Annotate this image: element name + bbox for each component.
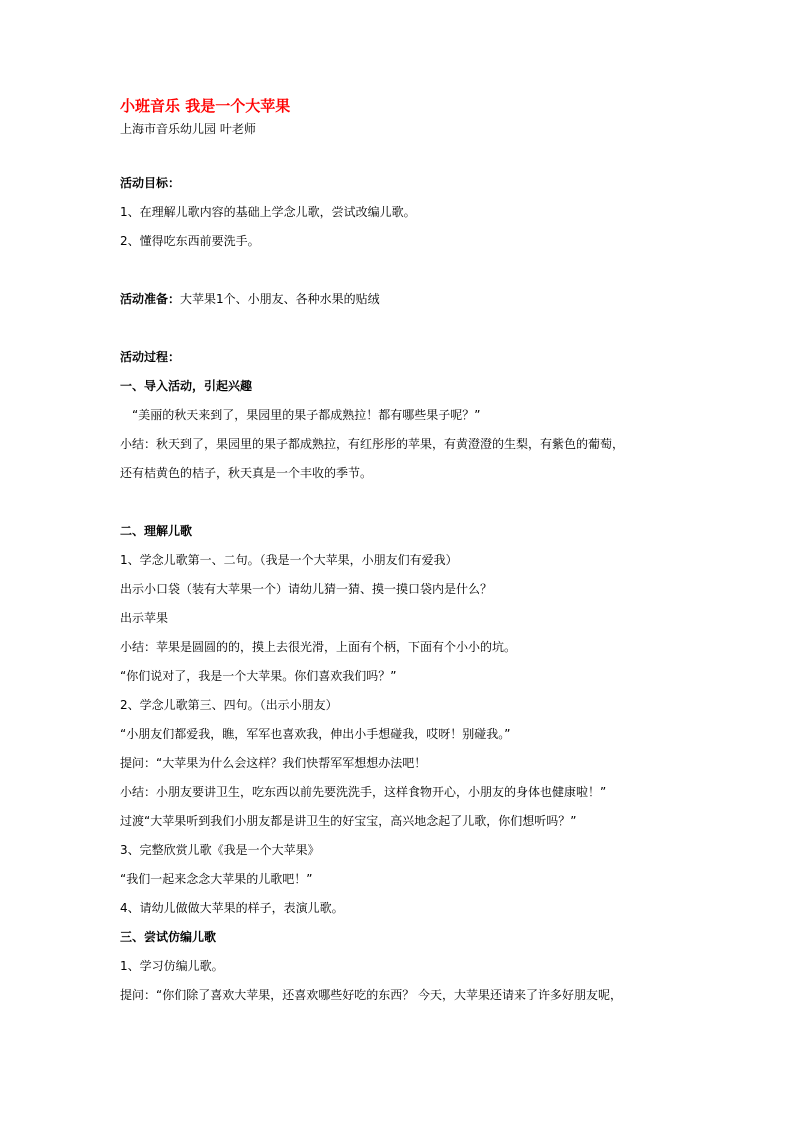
document-page [120,96,680,1010]
section2-line: 出示小口袋（装有大苹果一个）请幼儿猜一猜、摸一摸口袋内是什么？ [120,582,493,596]
section2-line: 3、完整欣赏儿歌《我是一个大苹果》 [120,843,320,857]
prep-text: 大苹果1个、小朋友、各种水果的贴绒 [180,292,380,306]
section2-line: 小结：小朋友要讲卫生，吃东西以前先要洗洗手，这样食物开心，小朋友的身体也健康啦！” [120,785,607,799]
section1-line: 还有桔黄色的桔子，秋天真是一个丰收的季节。 [120,466,373,480]
section3-heading: 三、尝试仿编儿歌 [120,930,217,944]
section2-line: “我们一起来念念大苹果的儿歌吧！” [120,872,313,886]
section3-line: 1、学习仿编儿歌。 [120,959,224,973]
goal-item-2: 2、懂得吃东西前要洗手。 [120,234,260,248]
spacer [120,256,680,285]
section2-line: 4、请幼儿做做大苹果的样子，表演儿歌。 [120,901,344,915]
spacer [120,488,680,517]
spacer [120,314,680,343]
section1-line: 小结：秋天到了，果园里的果子都成熟拉，有红彤彤的苹果，有黄澄澄的生梨，有紫色的葡萄， [120,437,625,451]
section2-line: 1、学念儿歌第一、二句。（我是一个大苹果，小朋友们有爱我） [120,553,458,567]
section1-line: “美丽的秋天来到了，果园里的果子都成熟拉！都有哪些果子呢？” [132,408,481,422]
section2-line: “你们说对了，我是一个大苹果。你们喜欢我们吗？” [120,669,397,683]
section2-line: 出示苹果 [120,611,169,625]
document-title: 小班音乐 我是一个大苹果 [120,97,291,115]
section1-heading: 一、导入活动，引起兴趣 [120,379,253,393]
section2-line: “小朋友们都爱我，瞧，军军也喜欢我，伸出小手想碰我，哎呀！别碰我。” [120,727,511,741]
goals-heading: 活动目标： [120,176,181,190]
section2-line: 2、学念儿歌第三、四句。（出示小朋友） [120,698,338,712]
section2-line: 小结：苹果是圆圆的的，摸上去很光滑，上面有个柄，下面有个小小的坑。 [120,640,517,654]
prep-label: 活动准备： [120,292,181,306]
section2-heading: 二、理解儿歌 [120,524,193,538]
section3-line: 提问：“你们除了喜欢大苹果，还喜欢哪些好吃的东西？ 今天，大苹果还请来了许多好朋友呢， [120,988,623,1002]
section2-line: 提问：“大苹果为什么会这样？我们快帮军军想想办法吧！ [120,756,427,770]
section2-line: 过渡“大苹果听到我们小朋友都是讲卫生的好宝宝，高兴地念起了儿歌，你们想听吗？” [120,814,577,828]
spacer [120,138,680,169]
prep-paragraph [120,285,680,314]
process-heading: 活动过程： [120,350,181,364]
goal-item-1: 1、在理解儿歌内容的基础上学念儿歌，尝试改编儿歌。 [120,205,416,219]
document-author: 上海市音乐幼儿园 叶老师 [120,122,256,136]
